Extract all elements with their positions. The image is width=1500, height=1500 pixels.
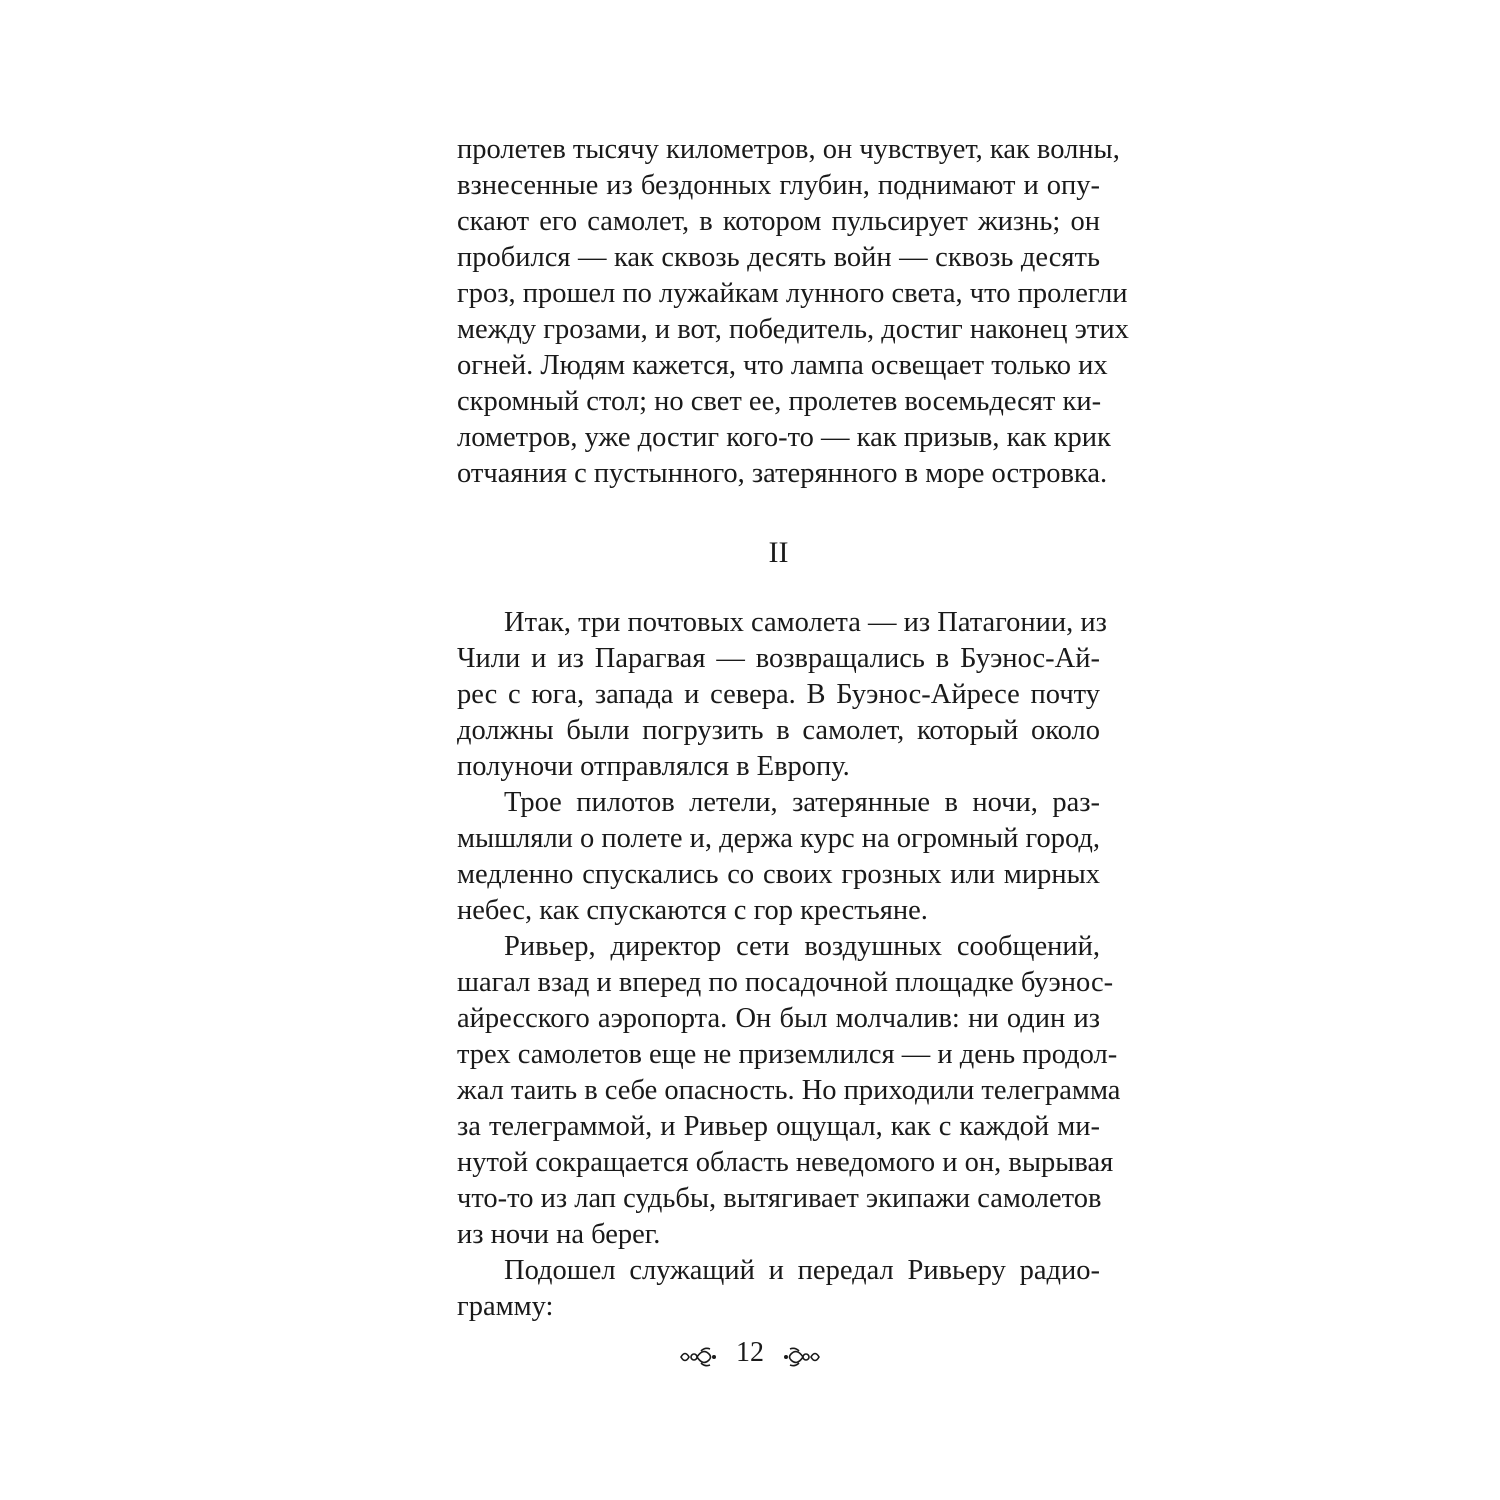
text-line: скромный стол; но свет ее, пролетев восемьдесят ки- — [457, 386, 1102, 417]
text-line: должны были погрузить в самолет, который около — [457, 715, 1100, 746]
text-line: Чили и из Парагвая — возвращались в Буэнос-Ай- — [457, 643, 1100, 674]
text-line: за телеграммой, и Ривьер ощущал, как с каждой ми- — [457, 1111, 1100, 1142]
text-block-continuation — [457, 132, 1129, 492]
page-body — [457, 132, 1129, 1325]
text-line: гроз, прошел по лужайкам лунного света, что пролегли — [457, 278, 1128, 309]
text-line: грамму: — [457, 1291, 554, 1322]
text-line: нутой сокращается область неведомого и он, вырывая — [457, 1147, 1114, 1178]
text-line: шагал взад и вперед по посадочной площадке буэнос- — [457, 967, 1114, 998]
text-line: небес, как спускаются с гор крестьяне. — [457, 895, 928, 926]
paragraph — [457, 1253, 1100, 1325]
text-line: Ривьер, директор сети воздушных сообщений, — [504, 931, 1100, 962]
text-line: из ночи на берег. — [457, 1219, 661, 1250]
fleuron-right-icon — [783, 1342, 821, 1364]
fleuron-left-icon — [679, 1342, 717, 1364]
text-line: медленно спускались со своих грозных или мирных — [457, 859, 1100, 890]
text-line: полуночи отправлялся в Европу. — [457, 751, 850, 782]
text-line: трех самолетов еще не приземлился — и день продол- — [457, 1039, 1118, 1070]
text-line: рес с юга, запада и севера. В Буэнос-Айресе почту — [457, 679, 1100, 710]
text-line: Итак, три почтовых самолета — из Патагонии, из — [504, 607, 1107, 638]
text-line: что-то из лап судьбы, вытягивает экипажи самолетов — [457, 1183, 1102, 1214]
text-line: скают его самолет, в котором пульсирует жизнь; он — [457, 206, 1100, 237]
page-number: 12 — [736, 1336, 764, 1368]
text-line: айресского аэропорта. Он был молчалив: ни один из — [457, 1003, 1100, 1034]
text-line: пробился — как сквозь десять войн — сквозь десять — [457, 242, 1100, 273]
text-line: жал таить в себе опасность. Но приходили телеграмма — [457, 1075, 1121, 1106]
text-line: лометров, уже достиг кого-то — как призыв, как крик — [457, 422, 1111, 453]
text-line: мышляли о полете и, держа курс на огромный город, — [457, 823, 1101, 854]
text-line: пролетев тысячу километров, он чувствует, как волны, — [457, 134, 1120, 165]
text-line: огней. Людям кажется, что лампа освещает только их — [457, 350, 1108, 381]
chapter-heading: II — [768, 536, 789, 569]
text-line: отчаяния с пустынного, затерянного в море островка. — [457, 458, 1108, 489]
text-line: Подошел служащий и передал Ривьеру радио- — [504, 1255, 1100, 1286]
page-footer — [0, 1333, 1500, 1369]
text-line: взнесенные из бездонных глубин, поднимают и опу- — [457, 170, 1100, 201]
text-line: Трое пилотов летели, затерянные в ночи, раз- — [504, 787, 1100, 818]
paragraph — [457, 929, 1121, 1253]
paragraph — [457, 785, 1100, 929]
text-line: между грозами, и вот, победитель, достиг наконец этих — [457, 314, 1129, 345]
paragraph — [457, 605, 1107, 785]
